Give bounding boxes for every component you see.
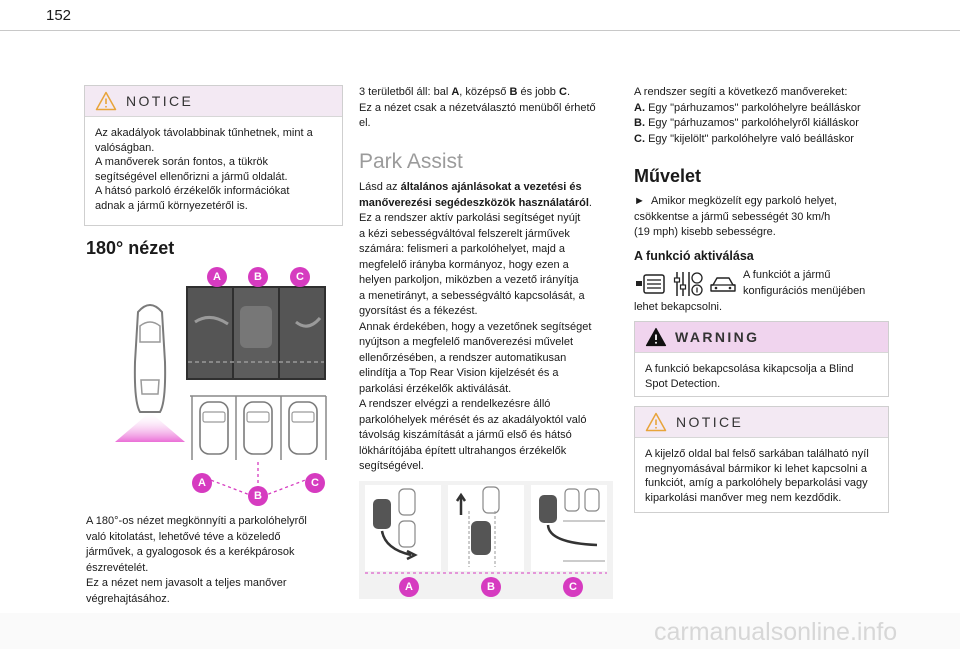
figure-label-a-bottom: A <box>192 473 212 493</box>
car-settings-icon <box>708 275 738 295</box>
notice-title: NOTICE <box>676 414 744 430</box>
step-text: Amikor megközelít egy parkoló helyet, <box>651 195 837 207</box>
warning-triangle-icon <box>645 412 667 432</box>
body-line: távolság kiszámítását a jármű első és hátsó <box>359 429 572 441</box>
figure-label-c: C <box>290 267 310 287</box>
warning-box <box>634 321 889 397</box>
subheading-activation: A funkció aktiválása <box>634 249 754 263</box>
body-line: lökhárítójába épített ultrahangos érzékelők <box>359 444 567 457</box>
notice-box-2 <box>634 406 889 513</box>
view180-caption <box>86 514 346 607</box>
maneuver-label-c: C <box>563 577 583 597</box>
body-line: Ez a rendszer aktív parkolási segítséget nyújt <box>359 212 581 224</box>
intro-text: 3 területből áll: bal <box>359 86 452 98</box>
body-line: parkolási érzékelők aktiválását. <box>359 382 512 395</box>
park-assist-figure <box>359 481 613 599</box>
notice-header <box>635 407 888 438</box>
warning-triangle-icon <box>95 91 117 111</box>
caption-line: A 180°-os nézet megkönnyíti a parkolóhelyről <box>86 515 307 527</box>
body-line: helyen parkoljon, miközben a vezető irányítja <box>359 274 579 286</box>
figure-label-b-bottom: B <box>248 486 268 506</box>
notice-box <box>84 85 343 226</box>
intro-line <box>359 85 621 101</box>
intro-text: . <box>566 86 570 98</box>
settings-sliders-icon <box>673 270 703 298</box>
figure-180-view <box>100 262 340 507</box>
notice-line: A manőverek során fontos, a tükrök <box>95 156 269 168</box>
activation-line: A funkciót a jármű <box>743 269 831 281</box>
figure-180-illustration <box>100 262 340 507</box>
figure-label-c-bottom: C <box>305 473 325 493</box>
maneuver-item <box>634 101 894 117</box>
section-heading-180: 180° nézet <box>86 238 175 258</box>
maneuver-key: C. <box>634 132 645 145</box>
warning-header <box>635 322 888 353</box>
page-number: 152 <box>46 7 72 24</box>
notice-header <box>85 86 342 117</box>
reference-text: Lásd az <box>359 181 401 193</box>
intro-text: , középső <box>459 86 510 98</box>
activation-tail: lehet bekapcsolni. <box>634 301 723 313</box>
maneuver-text: Egy "kijelölt" parkolóhelyre való beálláskor <box>648 132 854 145</box>
menu-screen-icon <box>636 271 668 297</box>
maneuver-intro: A rendszer segíti a következő manővereket: <box>634 86 848 98</box>
notice-body <box>635 438 888 513</box>
maneuver-label-b: B <box>481 577 501 597</box>
warning-title: WARNING <box>675 329 760 345</box>
section-heading-operation: Művelet <box>634 166 702 186</box>
figure-label-a: A <box>207 267 227 287</box>
body-line: ellenőrzésében, a rendszer automatikusan <box>359 351 567 364</box>
body-line: parkolóhelyek mérését és az akadályoktól való <box>359 413 587 426</box>
park-assist-body <box>359 180 621 475</box>
activation-line: konfigurációs menüjében <box>743 284 866 297</box>
arrow-right-icon: ► <box>634 195 645 207</box>
maneuver-key: A. <box>634 101 645 114</box>
maneuver-item <box>634 116 894 132</box>
notice-title: NOTICE <box>126 93 194 109</box>
notice-line: Az akadályok távolabbinak tűnhetnek, mint a <box>95 127 313 139</box>
section-heading-park-assist: Park Assist <box>359 150 463 173</box>
reference-line <box>359 196 621 212</box>
watermark: carmanualsonline.info <box>654 618 898 646</box>
notice-line: segítségével ellenőrizni a jármű oldalát. <box>95 170 288 183</box>
maneuver-label-a: A <box>399 577 419 597</box>
body-line: a kézi sebességváltóval felszerelt járművek <box>359 227 570 240</box>
reference-bold: általános ajánlásokat a vezetési és <box>400 181 582 193</box>
body-line: gyorsítást és a fékezést. <box>359 305 478 317</box>
caption-line: járművek, a gyalogosok és a kerékpárosok <box>86 546 295 558</box>
body-line: elindítja a Top Rear Vision kijelzését és a <box>359 367 559 379</box>
middle-intro <box>359 85 621 132</box>
warning-line: Spot Detection. <box>645 377 721 390</box>
intro-text: és jobb <box>517 86 559 98</box>
notice-line: funkciót, amíg a parkolóhely beparkolási vagy <box>645 477 868 489</box>
step-line: (19 mph) kisebb sebességre. <box>634 226 776 238</box>
notice-line: A kijelző oldal bal felső sarkában található nyíl <box>645 448 869 460</box>
caption-line: végrehajtásához. <box>86 592 170 605</box>
warning-line: A funkció bekapcsolása kikapcsolja a Blind <box>645 363 854 375</box>
area-b: B <box>509 86 518 98</box>
notice-line: megnyomásával bármikor ki lehet kapcsolni a <box>645 462 867 475</box>
intro-line: el. <box>359 117 371 129</box>
maneuver-item <box>634 132 894 148</box>
operation-step <box>634 194 894 241</box>
maneuver-key: B. <box>634 117 645 129</box>
body-line: számára: felismeri a parkolóhelyet, majd a <box>359 243 566 255</box>
maneuver-text: Egy "párhuzamos" parkolóhelyre beálláskor <box>648 101 861 114</box>
caption-line: való kitolatást, lehetővé téve a közeledő <box>86 530 281 543</box>
area-c: C <box>558 86 567 98</box>
body-line: a menetirányt, a sebességváltó kapcsolását, a <box>359 289 585 302</box>
step-line <box>634 194 894 210</box>
area-a: A <box>451 86 460 98</box>
caption-line: Ez a nézet nem javasolt a teljes manőver <box>86 577 287 589</box>
body-line: megfelelő irányba kormányoz, hogy ezen a <box>359 258 569 271</box>
figure-label-b: B <box>248 267 268 287</box>
notice-line: A hátsó parkoló érzékelők információkat <box>95 185 290 197</box>
header-divider <box>0 30 960 31</box>
intro-line: Ez a nézet csak a nézetválasztó menüből érhető <box>359 101 596 114</box>
notice-body <box>85 117 342 221</box>
notice-line: kiparkolási manőver meg nem kezdődik. <box>645 491 842 504</box>
notice-line: adnak a jármű környezetéről is. <box>95 199 248 212</box>
reference-bold: manőverezési segédeszközök használatáról <box>359 196 589 209</box>
notice-line: valóságban. <box>95 141 155 154</box>
warning-body <box>635 353 888 399</box>
reference-line <box>359 180 621 196</box>
maneuver-text: Egy "párhuzamos" parkolóhelyről kiálláskor <box>648 117 859 129</box>
caption-line: észrevételét. <box>86 561 149 574</box>
body-line: Annak érdekében, hogy a vezetőnek segítséget <box>359 320 592 333</box>
activation-text <box>743 268 893 299</box>
body-line: nyújtson a megfelelő manőverezési művelet <box>359 336 574 348</box>
maneuver-list <box>634 85 894 147</box>
step-line: csökkentse a jármű sebességét 30 km/h <box>634 210 831 223</box>
body-line: segítségével. <box>359 460 424 472</box>
body-line: A rendszer elvégzi a rendelkezésre álló <box>359 398 551 410</box>
warning-triangle-icon <box>645 327 667 347</box>
reference-text: . <box>588 196 592 209</box>
